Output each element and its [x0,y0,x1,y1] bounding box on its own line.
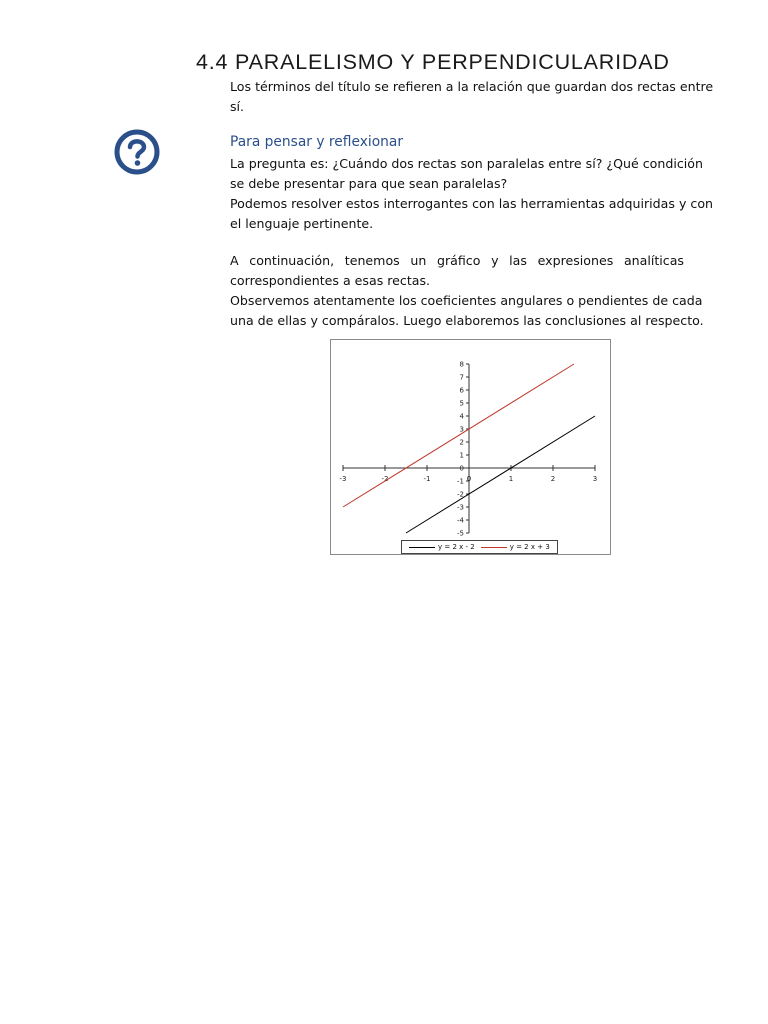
graph-intro-block [230,251,716,331]
series-line-1 [406,416,598,533]
x-tick-label: -2 [381,475,389,483]
intro-text: Los términos del título se refieren a la relación que guardan dos rectas entre sí. [230,79,714,114]
y-tick-label: -5 [457,529,464,538]
legend-label-series-1: y = 2 x - 2 [438,543,475,551]
intro-paragraph [230,77,716,117]
y-tick-label: 3 [459,425,464,434]
y-tick-label: -2 [457,490,464,499]
y-tick-label: -3 [457,503,464,512]
y-tick-label: 5 [459,399,464,408]
observe-paragraph: Observemos atentamente los coeficientes angulares o pendientes de cada una de ellas y compáralos. Luego elaboremos las conclusiones al respecto. [230,293,704,328]
line-chart [330,339,611,555]
y-tick-label: 1 [459,451,464,460]
graph-intro-line2: correspondientes a esas rectas. [230,273,431,288]
chart-svg [331,340,610,554]
section-heading: Para pensar y reflexionar [230,134,404,150]
legend-item-series-2 [481,543,550,551]
x-tick-label: 2 [550,475,556,483]
page-title: 4.4 PARALELISMO Y PERPENDICULARIDAD [196,50,670,74]
y-tick-label: 6 [459,386,464,395]
legend-item-series-1 [409,543,475,551]
y-tick-label: 8 [459,360,464,369]
x-tick-label: -3 [339,475,347,483]
y-tick-label: 7 [459,373,464,382]
legend-label-series-2: y = 2 x + 3 [509,543,550,551]
chart-legend [401,540,558,554]
y-tick-label: -4 [457,516,464,525]
y-tick-label: -1 [457,477,464,486]
tools-paragraph: Podemos resolver estos interrogantes con las herramientas adquiridas y con el lenguaje pertinente. [230,196,714,231]
x-tick-label: -1 [423,475,431,483]
y-tick-label: 0 [459,464,464,473]
graph-intro-line1: A continuación, tenemos un gráfico y las expresiones analíticas [230,253,684,268]
question-mark-circle-icon [113,128,161,176]
question-paragraph: La pregunta es: ¿Cuándo dos rectas son paralelas entre sí? ¿Qué condición se debe presentar para que sean paralelas? [230,156,703,191]
series-line-2 [343,364,574,507]
y-tick-label: 2 [459,438,464,447]
legend-swatch-series-2 [481,547,507,548]
x-tick-label: 0 [466,475,472,483]
x-tick-label: 1 [508,475,514,483]
legend-swatch-series-1 [409,547,435,548]
reflection-block [230,154,716,234]
x-tick-label: 3 [592,475,598,483]
y-tick-label: 4 [459,412,464,421]
